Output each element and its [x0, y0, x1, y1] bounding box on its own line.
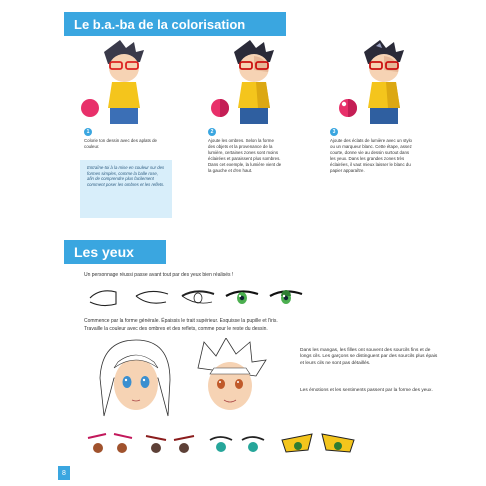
page-number: 8 [58, 466, 70, 480]
eyes-intro: Un personnage réussi passe avant tout par des yeux bien réalisés ! [84, 272, 234, 278]
coloring-illustrations [80, 38, 420, 130]
eye-progression [86, 284, 306, 310]
step-3-text: Ajoute des éclats de lumière avec un stylo ou un marqueur blanc. Cette étape, assez courte, donne vie au dessin surtout dans les yeux. Dans les grandes zones très éclairées, il vaut mieux laisser le blanc du papier apparaître. [330, 138, 413, 173]
girl-face [100, 340, 170, 416]
eye-step-4 [226, 291, 258, 304]
step-number-2: 2 [208, 128, 216, 136]
eye-step-5 [270, 290, 302, 304]
eyes-pair-worried [146, 436, 194, 453]
tip-box: Entraîne-toi à la mise en couleur sur des formes simples, comme la balle rose, afin de comprendre plus facilement comment poser les ombres et les reflets. [80, 160, 172, 218]
section-title-eyes: Les yeux [64, 240, 166, 264]
step-number-1: 1 [84, 128, 92, 136]
eyes-pair-angry-red [88, 434, 132, 453]
eyes-pair-fierce-yellow [282, 434, 354, 452]
emotion-eyes-strip [86, 430, 376, 460]
pink-ball-flat [81, 99, 99, 117]
character-flat-color [81, 40, 144, 124]
step-2-text: Ajoute les ombres. Selon la forme des objets et la provenance de la lumière, certaines zones sont moins éclairées et paraissent plus sombres. Dans cet exemple, la lumière vient de la gauche et d'en haut. [208, 138, 282, 173]
faces-illustration [90, 338, 290, 420]
section-title-colorisation: Le b.a.-ba de la colorisation [64, 12, 286, 36]
eyes-paragraph-line-1: Commence par la forme générale. Épaissis le trait supérieur. Esquisse la pupille et l'iris. [84, 318, 278, 324]
step-number-3: 3 [330, 128, 338, 136]
eye-step-3 [182, 291, 214, 303]
eyes-side-text-1: Dans les mangas, les filles ont souvent des sourcils fins et de longs cils. Les garçons se distinguent par des sourcils plus épais et leurs cils ne sont pas détaillés. [300, 348, 438, 366]
character-highlighted [339, 40, 404, 124]
boy-face [198, 338, 266, 410]
eyes-pair-calm-teal [210, 437, 264, 452]
eyes-side-text-2: Les émotions et les sentiments passent par la forme des yeux. [300, 388, 433, 393]
character-shaded [211, 40, 274, 124]
eyes-paragraph-line-2: Travaille la couleur avec des ombres et des reflets, comme pour le reste du dessin. [84, 326, 268, 332]
step-1-text: Colorie ton dessin avec des aplats de couleur. [84, 138, 157, 149]
